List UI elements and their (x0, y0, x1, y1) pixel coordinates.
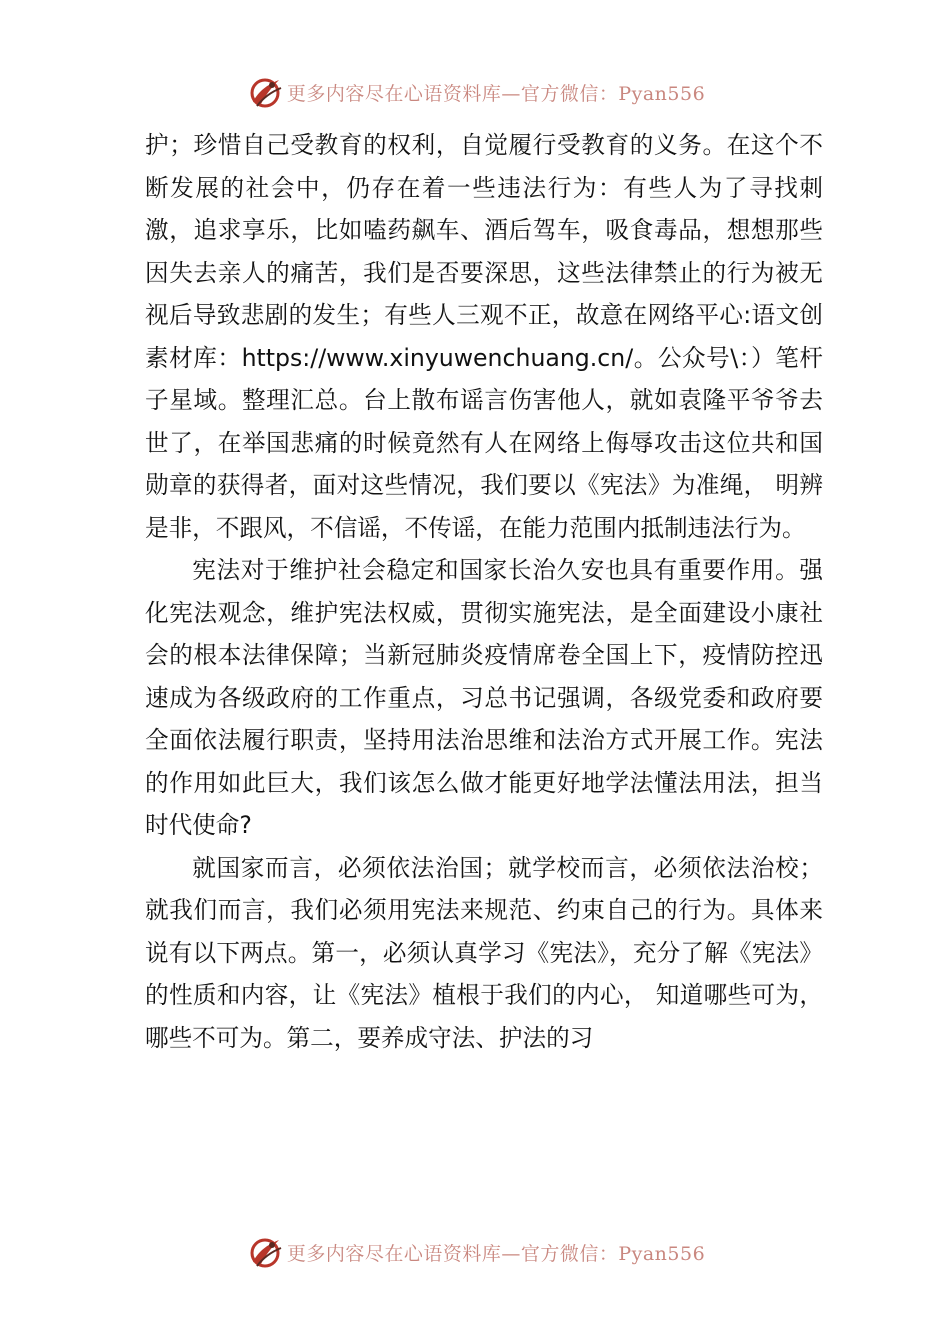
banner-text: 更多内容尽在心语资料库—官方微信：Pyan556 (286, 82, 706, 105)
header-banner (0, 72, 950, 112)
paragraph-1: 护；珍惜自己受教育的权利，自觉履行受教育的义务。在这个不断发展的社会中，仍存在着一些违法行为：有些人为了寻找刺激，追求享乐，比如嗑药飙车、酒后驾车，吸食毒品，想想那些因失去亲人的痛苦，我们是否要深思，这些法律禁止的行为被无视后导致悲剧的发生；有些人三观不正，故意在网络平心:语文创素材库：https://www.xinyuwenchuang.cn/。公众号\：）笔杆子星域。整理汇总。台上散布谣言伤害他人，就如袁隆平爷爷去世了，在举国悲痛的时候竟然有人在网络上侮辱攻击这位共和国勋章的获得者，面对这些情况，我们要以《宪法》为准绳， 明辨是非，不跟风，不信谣，不传谣，在能力范围内抵制违法行为。 (145, 131, 823, 542)
logo-icon (245, 72, 285, 112)
logo-icon (245, 1232, 285, 1272)
paragraph-2: 宪法对于维护社会稳定和国家长治久安也具有重要作用。强化宪法观念，维护宪法权威，贯彻实施宪法，是全面建设小康社会的根本法律保障；当新冠肺炎疫情席卷全国上下，疫情防控迅速成为各级政府的工作重点，习总书记强调，各级党委和政府要全面依法履行职责，坚持用法治思维和法治方式开展工作。宪法的作用如此巨大，我们该怎么做才能更好地学法懂法用法，担当时代使命? (145, 556, 823, 839)
banner-text: 更多内容尽在心语资料库—官方微信：Pyan556 (286, 1242, 706, 1265)
footer-banner (0, 1232, 950, 1272)
paragraph-3: 就国家而言，必须依法治国；就学校而言，必须依法治校；就我们而言，我们必须用宪法来规范、约束自己的行为。具体来说有以下两点。第一，必须认真学习《宪法》，充分了解《宪法》的性质和内容，让《宪法》植根于我们的内心， 知道哪些可为，哪些不可为。第二，要养成守法、护法的习 (145, 853, 823, 1052)
document-body (145, 124, 823, 1059)
